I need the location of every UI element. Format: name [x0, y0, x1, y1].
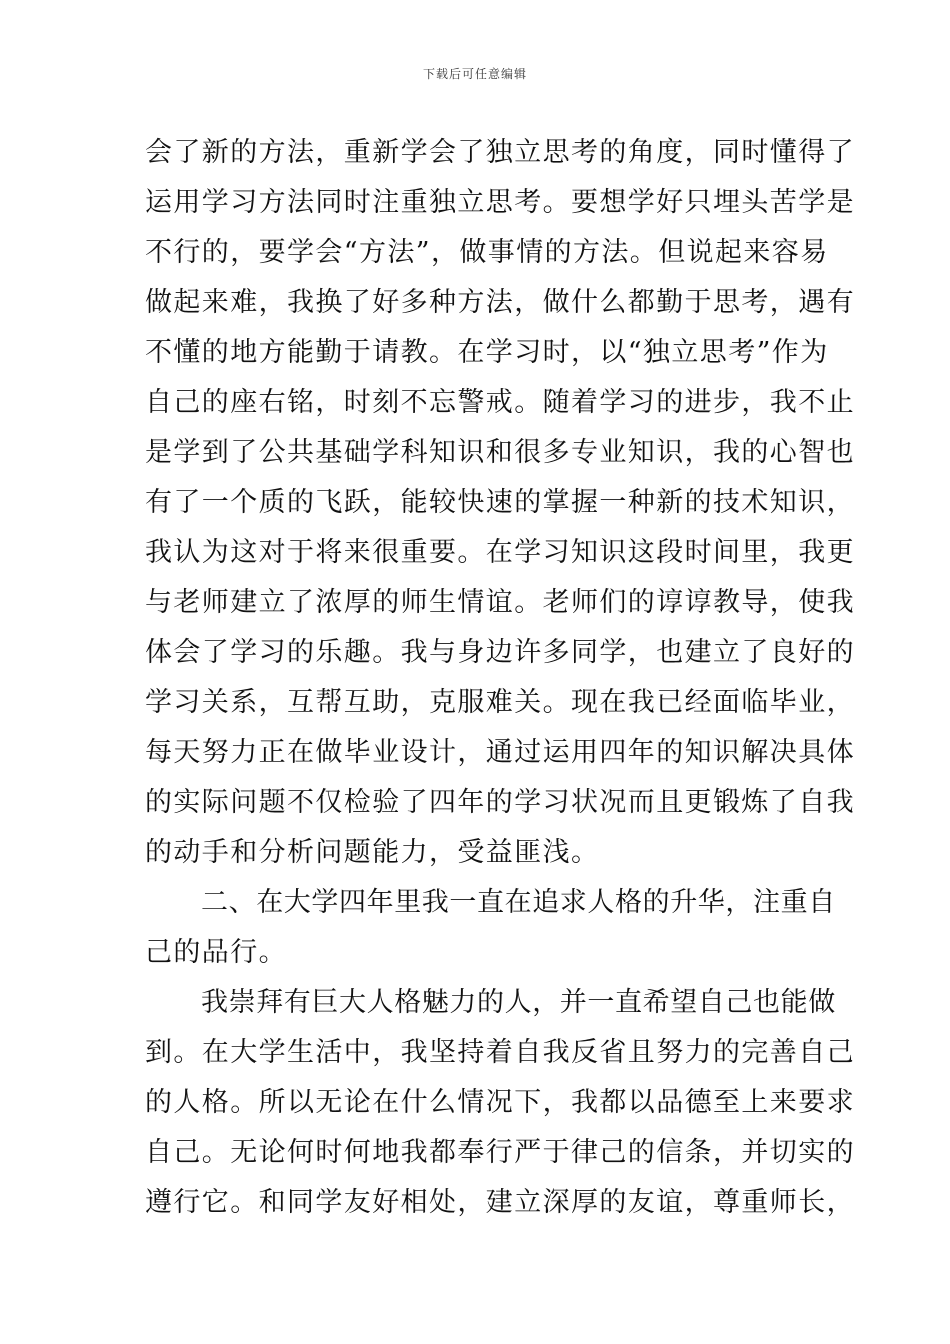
text-line: 做起来难，我换了好多种方法，做什么都勤于思考，遇有 [145, 287, 855, 318]
text-line: 的实际问题不仅检验了四年的学习状况而且更锻炼了自我 [145, 787, 855, 818]
text-line: 有了一个质的飞跃，能较快速的掌握一种新的技术知识， [145, 487, 855, 518]
text-line: 自己。无论何时何地我都奉行严于律己的信条，并切实的 [145, 1137, 855, 1168]
text-line: 到。在大学生活中，我坚持着自我反省且努力的完善自己 [145, 1037, 855, 1068]
text-line: 学习关系，互帮互助，克服难关。现在我已经面临毕业， [145, 687, 855, 718]
text-line: 自己的座右铭，时刻不忘警戒。随着学习的进步，我不止 [145, 387, 855, 418]
paragraph-start-line: 我崇拜有巨大人格魅力的人，并一直希望自己也能做 [201, 987, 836, 1018]
text-line: 运用学习方法同时注重独立思考。要想学好只埋头苦学是 [145, 187, 855, 218]
text-line: 遵行它。和同学友好相处，建立深厚的友谊，尊重师长， [145, 1187, 855, 1218]
body-text [145, 128, 855, 1228]
text-line: 与老师建立了浓厚的师生情谊。老师们的谆谆教导，使我 [145, 587, 855, 618]
text-line: 的动手和分析问题能力，受益匪浅。 [145, 837, 600, 868]
text-line: 己的品行。 [145, 937, 287, 968]
page-header: 下载后可任意编辑 [422, 67, 527, 81]
text-line: 不行的，要学会“方法”，做事情的方法。但说起来容易 [145, 237, 829, 268]
text-line: 会了新的方法，重新学会了独立思考的角度，同时懂得了 [145, 137, 855, 168]
text-line: 每天努力正在做毕业设计，通过运用四年的知识解决具体 [145, 737, 855, 768]
text-line: 我认为这对于将来很重要。在学习知识这段时间里，我更 [145, 537, 855, 568]
paragraph-heading-line: 二、在大学四年里我一直在追求人格的升华，注重自 [201, 887, 836, 918]
text-line: 的人格。所以无论在什么情况下，我都以品德至上来要求 [145, 1087, 855, 1118]
text-line: 体会了学习的乐趣。我与身边许多同学，也建立了良好的 [145, 637, 855, 668]
text-line: 不懂的地方能勤于请教。在学习时，以“独立思考”作为 [145, 337, 829, 368]
text-line: 是学到了公共基础学科知识和很多专业知识，我的心智也 [145, 437, 855, 468]
